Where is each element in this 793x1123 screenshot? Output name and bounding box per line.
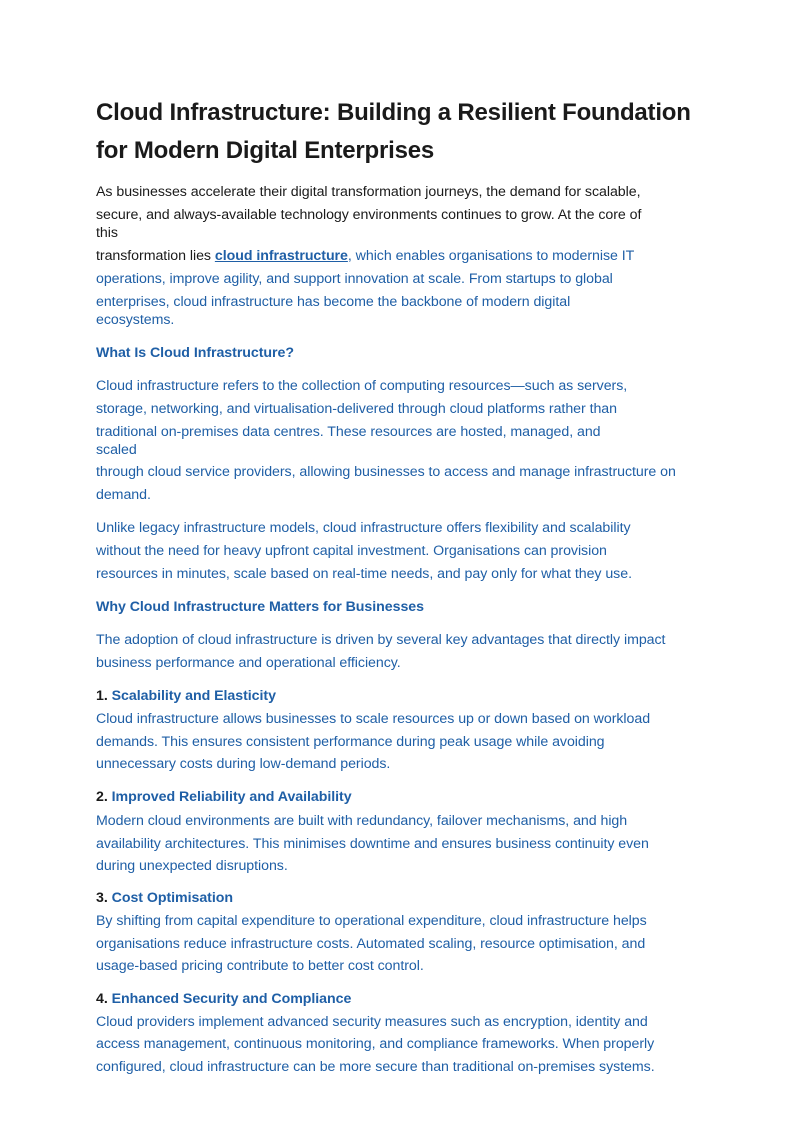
section-heading-what-is: What Is Cloud Infrastructure? xyxy=(96,345,294,361)
title-line-2: for Modern Digital Enterprises xyxy=(96,137,435,164)
list-item-number: 1. xyxy=(96,688,108,704)
list-item-title: Scalability and Elasticity xyxy=(111,688,276,704)
s1-p1-line-5: through cloud service providers, allowing businesses to access and manage infrastructure on xyxy=(96,464,676,480)
s2-intro-line-2: business performance and operational efficiency. xyxy=(96,655,401,671)
list-item-title: Enhanced Security and Compliance xyxy=(111,991,352,1007)
list-item-number: 3. xyxy=(96,890,108,906)
intro-text-pre: transformation lies xyxy=(96,248,215,264)
list-item-line: Modern cloud environments are built with redundancy, failover mechanisms, and high xyxy=(96,813,628,829)
list-item-line: By shifting from capital expenditure to operational expenditure, cloud infrastructure helps xyxy=(96,913,647,929)
list-item-line: configured, cloud infrastructure can be more secure than traditional on-premises systems. xyxy=(96,1059,655,1075)
list-item-heading xyxy=(96,990,351,1008)
s1-p1-line-4: scaled xyxy=(96,442,137,458)
list-item-line: demands. This ensures consistent performance during peak usage while avoiding xyxy=(96,734,605,750)
list-item-title: Cost Optimisation xyxy=(111,890,233,906)
s1-p2-line-2: without the need for heavy upfront capital investment. Organisations can provision xyxy=(96,543,607,559)
title-line-1: Cloud Infrastructure: Building a Resilient Foundation xyxy=(96,99,691,126)
list-item-line: usage-based pricing contribute to better cost control. xyxy=(96,958,424,974)
intro-line-3: this xyxy=(96,225,118,241)
section-heading-why-matters: Why Cloud Infrastructure Matters for Businesses xyxy=(96,599,424,615)
intro-line-7: ecosystems. xyxy=(96,312,175,328)
intro-line-6: enterprises, cloud infrastructure has become the backbone of modern digital xyxy=(96,294,571,310)
list-item-heading xyxy=(96,788,352,806)
list-item-number: 2. xyxy=(96,789,108,805)
intro-line-2: secure, and always-available technology environments continues to grow. At the core of xyxy=(96,207,642,223)
intro-line-4 xyxy=(96,247,634,265)
s1-p1-line-2: storage, networking, and virtualisation-delivered through cloud platforms rather than xyxy=(96,401,617,417)
intro-line-1: As businesses accelerate their digital transformation journeys, the demand for scalable, xyxy=(96,184,641,200)
list-item-heading xyxy=(96,889,233,907)
s1-p2-line-1: Unlike legacy infrastructure models, cloud infrastructure offers flexibility and scalability xyxy=(96,520,631,536)
list-item-line: unnecessary costs during low-demand periods. xyxy=(96,756,391,772)
list-item-line: Cloud infrastructure allows businesses to scale resources up or down based on workload xyxy=(96,711,651,727)
list-item-line: Cloud providers implement advanced security measures such as encryption, identity and xyxy=(96,1014,648,1030)
list-item-line: organisations reduce infrastructure costs. Automated scaling, resource optimisation, and xyxy=(96,936,646,952)
list-item-line: during unexpected disruptions. xyxy=(96,858,288,874)
list-item-line: access management, continuous monitoring, and compliance frameworks. When properly xyxy=(96,1036,655,1052)
s1-p2-line-3: resources in minutes, scale based on real-time needs, and pay only for what they use. xyxy=(96,566,632,582)
intro-line-5: operations, improve agility, and support innovation at scale. From startups to global xyxy=(96,271,613,287)
s1-p1-line-3: traditional on-premises data centres. These resources are hosted, managed, and xyxy=(96,424,601,440)
intro-text-post: , which enables organisations to modernise IT xyxy=(347,248,635,264)
s2-intro-line-1: The adoption of cloud infrastructure is driven by several key advantages that directly impact xyxy=(96,632,666,648)
cloud-infrastructure-link[interactable]: cloud infrastructure xyxy=(214,248,348,264)
list-item-heading xyxy=(96,687,276,705)
page-title xyxy=(96,94,716,170)
s1-p1-line-6: demand. xyxy=(96,487,151,503)
list-item-number: 4. xyxy=(96,991,108,1007)
s1-p1-line-1: Cloud infrastructure refers to the collection of computing resources—such as servers, xyxy=(96,378,628,394)
list-item-title: Improved Reliability and Availability xyxy=(111,789,352,805)
list-item-line: availability architectures. This minimises downtime and ensures business continuity even xyxy=(96,836,649,852)
